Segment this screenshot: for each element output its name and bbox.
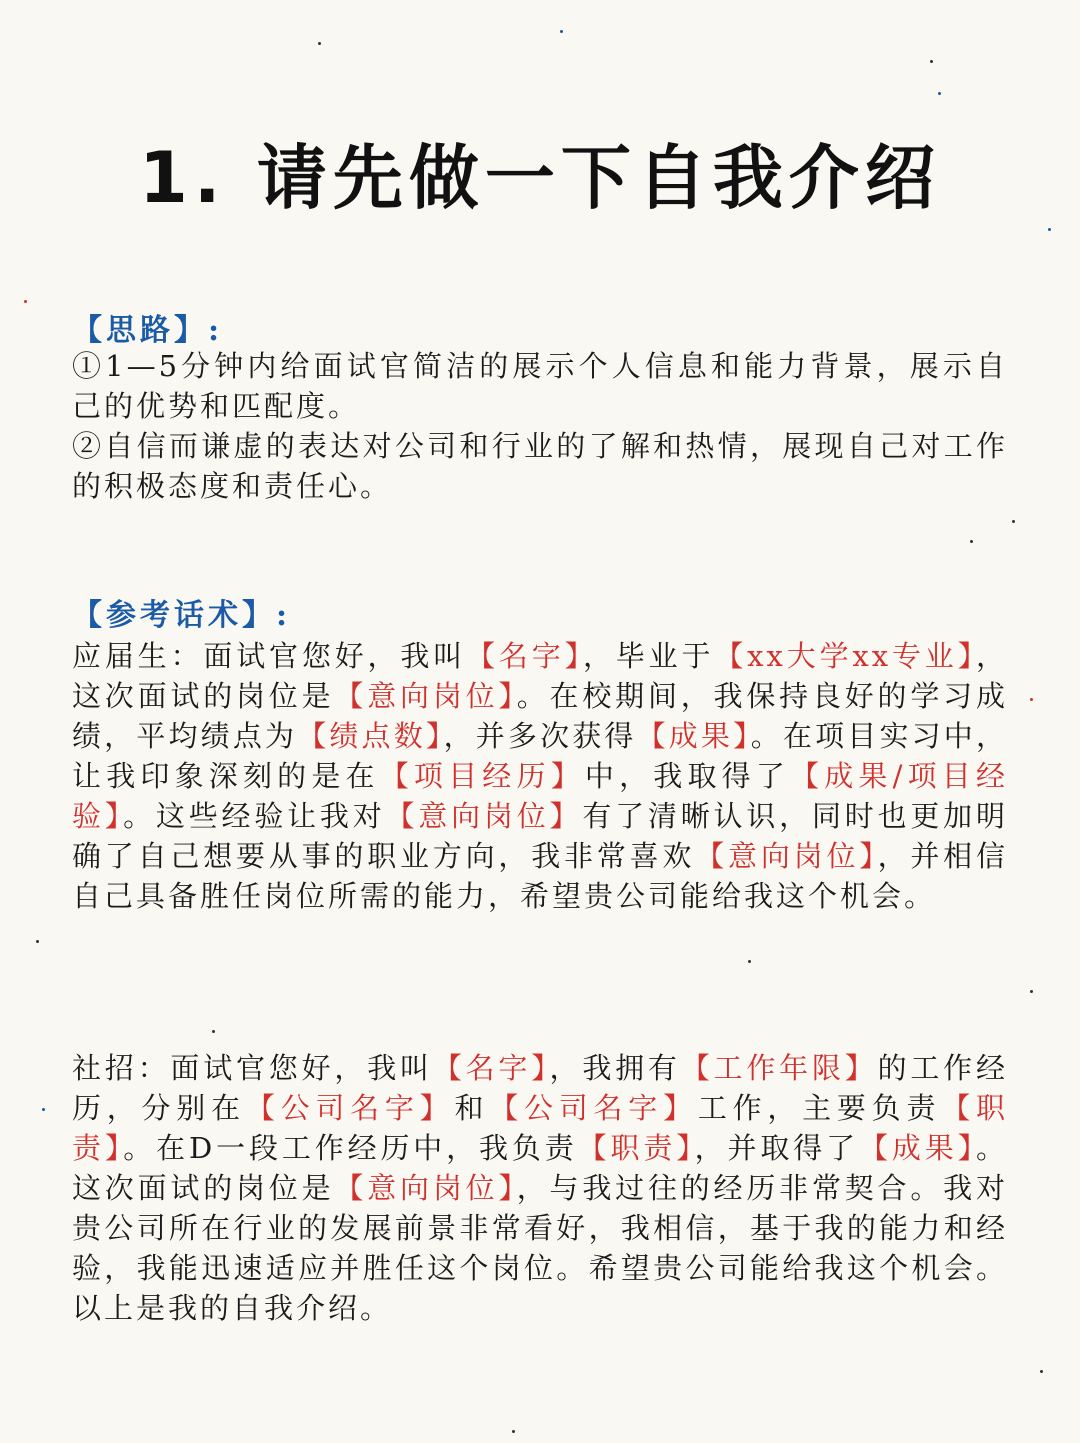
placeholder-field: 【名字】 — [466, 639, 583, 673]
graduate-script — [72, 636, 1008, 916]
script-text: ，毕业于 — [582, 639, 715, 673]
speck — [1030, 990, 1033, 993]
placeholder-field: 【成果】 — [858, 1131, 976, 1165]
speck — [938, 92, 941, 95]
script-text: 工作，主要负责 — [697, 1091, 942, 1125]
script-text: ，并相信自己具备胜任岗位所需的能力，希望贵公司能给我这个机会。 — [72, 839, 1008, 913]
placeholder-field: 【公司名字】 — [489, 1091, 698, 1125]
speck — [318, 42, 321, 45]
placeholder-field: 【公司名字】 — [245, 1091, 455, 1125]
placeholder-field: 【成果】 — [636, 719, 751, 753]
placeholder-field: 【工作年限】 — [680, 1051, 878, 1085]
script-text: 。在D一段工作经历中，我负责 — [123, 1131, 578, 1165]
script-text: 。在项目实习中，让我印象深刻的是在 — [72, 719, 1008, 793]
speck — [1030, 698, 1033, 701]
script-text: ，并多次获得 — [443, 719, 637, 753]
script-text: 。这些经验让我对 — [123, 799, 386, 833]
speck — [930, 60, 933, 63]
speck — [212, 1030, 215, 1033]
speck — [24, 300, 27, 303]
speck — [560, 30, 563, 33]
page-title: 1. 请先做一下自我介绍 — [139, 137, 941, 219]
speck — [1048, 228, 1051, 231]
speck — [970, 540, 973, 543]
placeholder-field: 【绩点数】 — [297, 719, 444, 753]
placeholder-field: 【成果/项目经验】 — [72, 759, 1008, 833]
script-heading: 【参考话术】: — [72, 598, 292, 633]
script-text: 社招：面试官您好，我叫 — [72, 1051, 433, 1085]
placeholder-field: 【xx大学xx专业】 — [714, 639, 976, 673]
script-text: ，我拥有 — [549, 1051, 681, 1085]
speck — [42, 1108, 45, 1111]
script-text: 中，我取得了 — [584, 759, 791, 793]
approach-point-2: ②自信而谦虚的表达对公司和行业的了解和热情，展现自己对工作的积极态度和责任心。 — [72, 429, 1008, 503]
script-text: 有了清晰认识，同时也更加明确了自己想要从事的职业方向，我非常喜欢 — [72, 799, 1008, 873]
script-text: 应届生：面试官您好，我叫 — [72, 639, 467, 673]
placeholder-field: 【意向岗位】 — [334, 679, 517, 713]
approach-body — [72, 346, 1008, 506]
script-text: 和 — [454, 1091, 490, 1125]
speck — [512, 1430, 515, 1433]
placeholder-field: 【项目经历】 — [379, 759, 585, 793]
experienced-script — [72, 1048, 1008, 1328]
placeholder-field: 【意向岗位】 — [334, 1171, 517, 1205]
speck — [748, 960, 751, 963]
script-text: 。这次面试的岗位是 — [72, 1131, 1008, 1205]
approach-point-1: ①1—5分钟内给面试官简洁的展示个人信息和能力背景，展示自己的优势和匹配度。 — [72, 349, 1008, 423]
speck — [1012, 520, 1015, 523]
speck — [1040, 1370, 1043, 1373]
placeholder-field: 【意向岗位】 — [385, 799, 583, 833]
script-text: 。在校期间，我保持良好的学习成绩，平均绩点为 — [72, 679, 1008, 753]
placeholder-field: 【名字】 — [432, 1051, 550, 1085]
script-text: ，并取得了 — [694, 1131, 859, 1165]
script-text: ，与我过往的经历非常契合。我对贵公司所在行业的发展前景非常看好，我相信，基于我的能力和经验，我能迅速适应并胜任这个岗位。希望贵公司能给我这个机会。以上是我的自我介绍。 — [72, 1171, 1008, 1325]
placeholder-field: 【职责】 — [72, 1091, 1008, 1165]
placeholder-field: 【职责】 — [577, 1131, 695, 1165]
script-text: 的工作经历，分别在 — [72, 1051, 1008, 1125]
script-text: ，这次面试的岗位是 — [72, 639, 1008, 713]
speck — [36, 940, 39, 943]
approach-heading: 【思路】: — [72, 313, 224, 348]
placeholder-field: 【意向岗位】 — [695, 839, 878, 873]
